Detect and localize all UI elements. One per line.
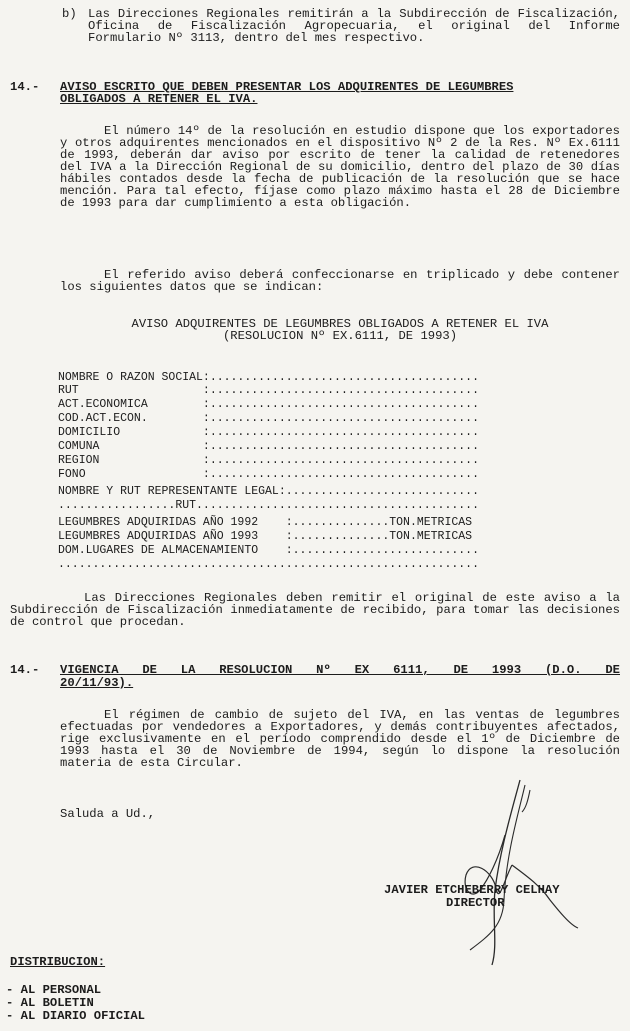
form-field-almacenamiento: DOM.LUGARES DE ALMACENAMIENTO :........................... xyxy=(58,544,479,557)
section-14b-paragraph-1: El régimen de cambio de sujeto del IVA, en las ventas de legumbres efectuadas por vendedores a Exportadores, y demás contribuyentes afectados, rige exclusivamente en el período comprendido desde el 1º de Diciembre de 1993 hasta el 30 de Noviembre de 1994, según lo dispone la resolución materia de esta Circular. xyxy=(60,708,620,770)
form-field-region: REGION :....................................... xyxy=(58,454,479,467)
signer-title: DIRECTOR xyxy=(446,896,505,910)
form-title-line1: AVISO ADQUIRENTES DE LEGUMBRES OBLIGADOS A RETENER EL IVA xyxy=(131,317,549,331)
section-14a-title-line2: OBLIGADOS A RETENER EL IVA. xyxy=(60,92,258,106)
form-field-continuation: ............................................................. xyxy=(58,558,479,571)
section-14b-number: 14.- xyxy=(10,663,40,677)
section-14a-paragraph-3: Las Direcciones Regionales deben remitir el original de este aviso a la Subdirección de Fiscalización inmediatamente de recibido, para tomar las decisiones de control que procedan. xyxy=(10,591,620,629)
distribution-item: - AL DIARIO OFICIAL xyxy=(6,1009,145,1023)
section-14b-title-line2: 20/11/93). xyxy=(60,676,134,690)
form-field-domicilio: DOMICILIO :....................................... xyxy=(58,426,479,439)
form-field-fono: FONO :....................................... xyxy=(58,468,479,481)
section-14a-paragraph-1: El número 14º de la resolución en estudio dispone que los exportadores y otros adquirentes mencionados en el dispositivo Nº 2 de la Res. Nº Ex.6111 de 1993, deberán dar aviso por escrito de tener la calidad de retenedores del IVA a la Dirección Regional de su domicilio, dentro del plazo de 30 días hábiles contados desde la fecha de publicación de la resolución que se hace mención. Para tal efecto, fíjase como plazo máximo hasta el 28 de Diciembre de 1993 para dar cumplimiento a esta obligación. xyxy=(60,124,620,210)
section-14a-title-line1: AVISO ESCRITO QUE DEBEN PRESENTAR LOS ADQUIRENTES DE LEGUMBRES xyxy=(60,80,514,94)
form-field-act-economica: ACT.ECONOMICA :....................................... xyxy=(58,398,479,411)
section-14a-number: 14.- xyxy=(10,80,40,94)
section-14a-paragraph-2: El referido aviso deberá confeccionarse en triplicado y debe contener los siguientes datos que se indican: xyxy=(60,268,620,294)
form-field-comuna: COMUNA :....................................... xyxy=(58,440,479,453)
signer-name: JAVIER ETCHEBERRY CELHAY xyxy=(384,883,560,897)
signature xyxy=(400,760,600,970)
form-field-rut: RUT :....................................... xyxy=(58,384,479,397)
form-field-representante: NOMBRE Y RUT REPRESENTANTE LEGAL:............................ xyxy=(58,485,479,498)
form-field-cod-act: COD.ACT.ECON. :....................................... xyxy=(58,412,479,425)
section-14b-title-line1: VIGENCIA DE LA RESOLUCION Nº EX 6111, DE 1993 (D.O. DE xyxy=(60,663,620,677)
form-field-legumbres-1993: LEGUMBRES ADQUIRIDAS AÑO 1993 :..............TON.METRICAS xyxy=(58,530,473,543)
distribution-item: - AL BOLETIN xyxy=(6,996,94,1010)
item-b-label: b) xyxy=(62,7,77,21)
form-title-line2: (RESOLUCION Nº EX.6111, DE 1993) xyxy=(222,329,458,343)
form-field-legumbres-1992: LEGUMBRES ADQUIRIDAS AÑO 1992 :..............TON.METRICAS xyxy=(58,516,473,529)
greeting: Saluda a Ud., xyxy=(60,807,156,821)
distribution-title: DISTRIBUCION: xyxy=(10,955,106,969)
form-field-nombre: NOMBRE O RAZON SOCIAL:....................................... xyxy=(58,371,479,384)
item-b-text: Las Direcciones Regionales remitirán a la Subdirección de Fiscalización, Oficina de Fiscalización Agropecuaria, el original del Informe Formulario Nº 3113, dentro del mes respectivo. xyxy=(88,7,620,45)
distribution-item: - AL PERSONAL xyxy=(6,983,102,997)
form-field-representante-rut: .................RUT......................................... xyxy=(58,499,479,512)
